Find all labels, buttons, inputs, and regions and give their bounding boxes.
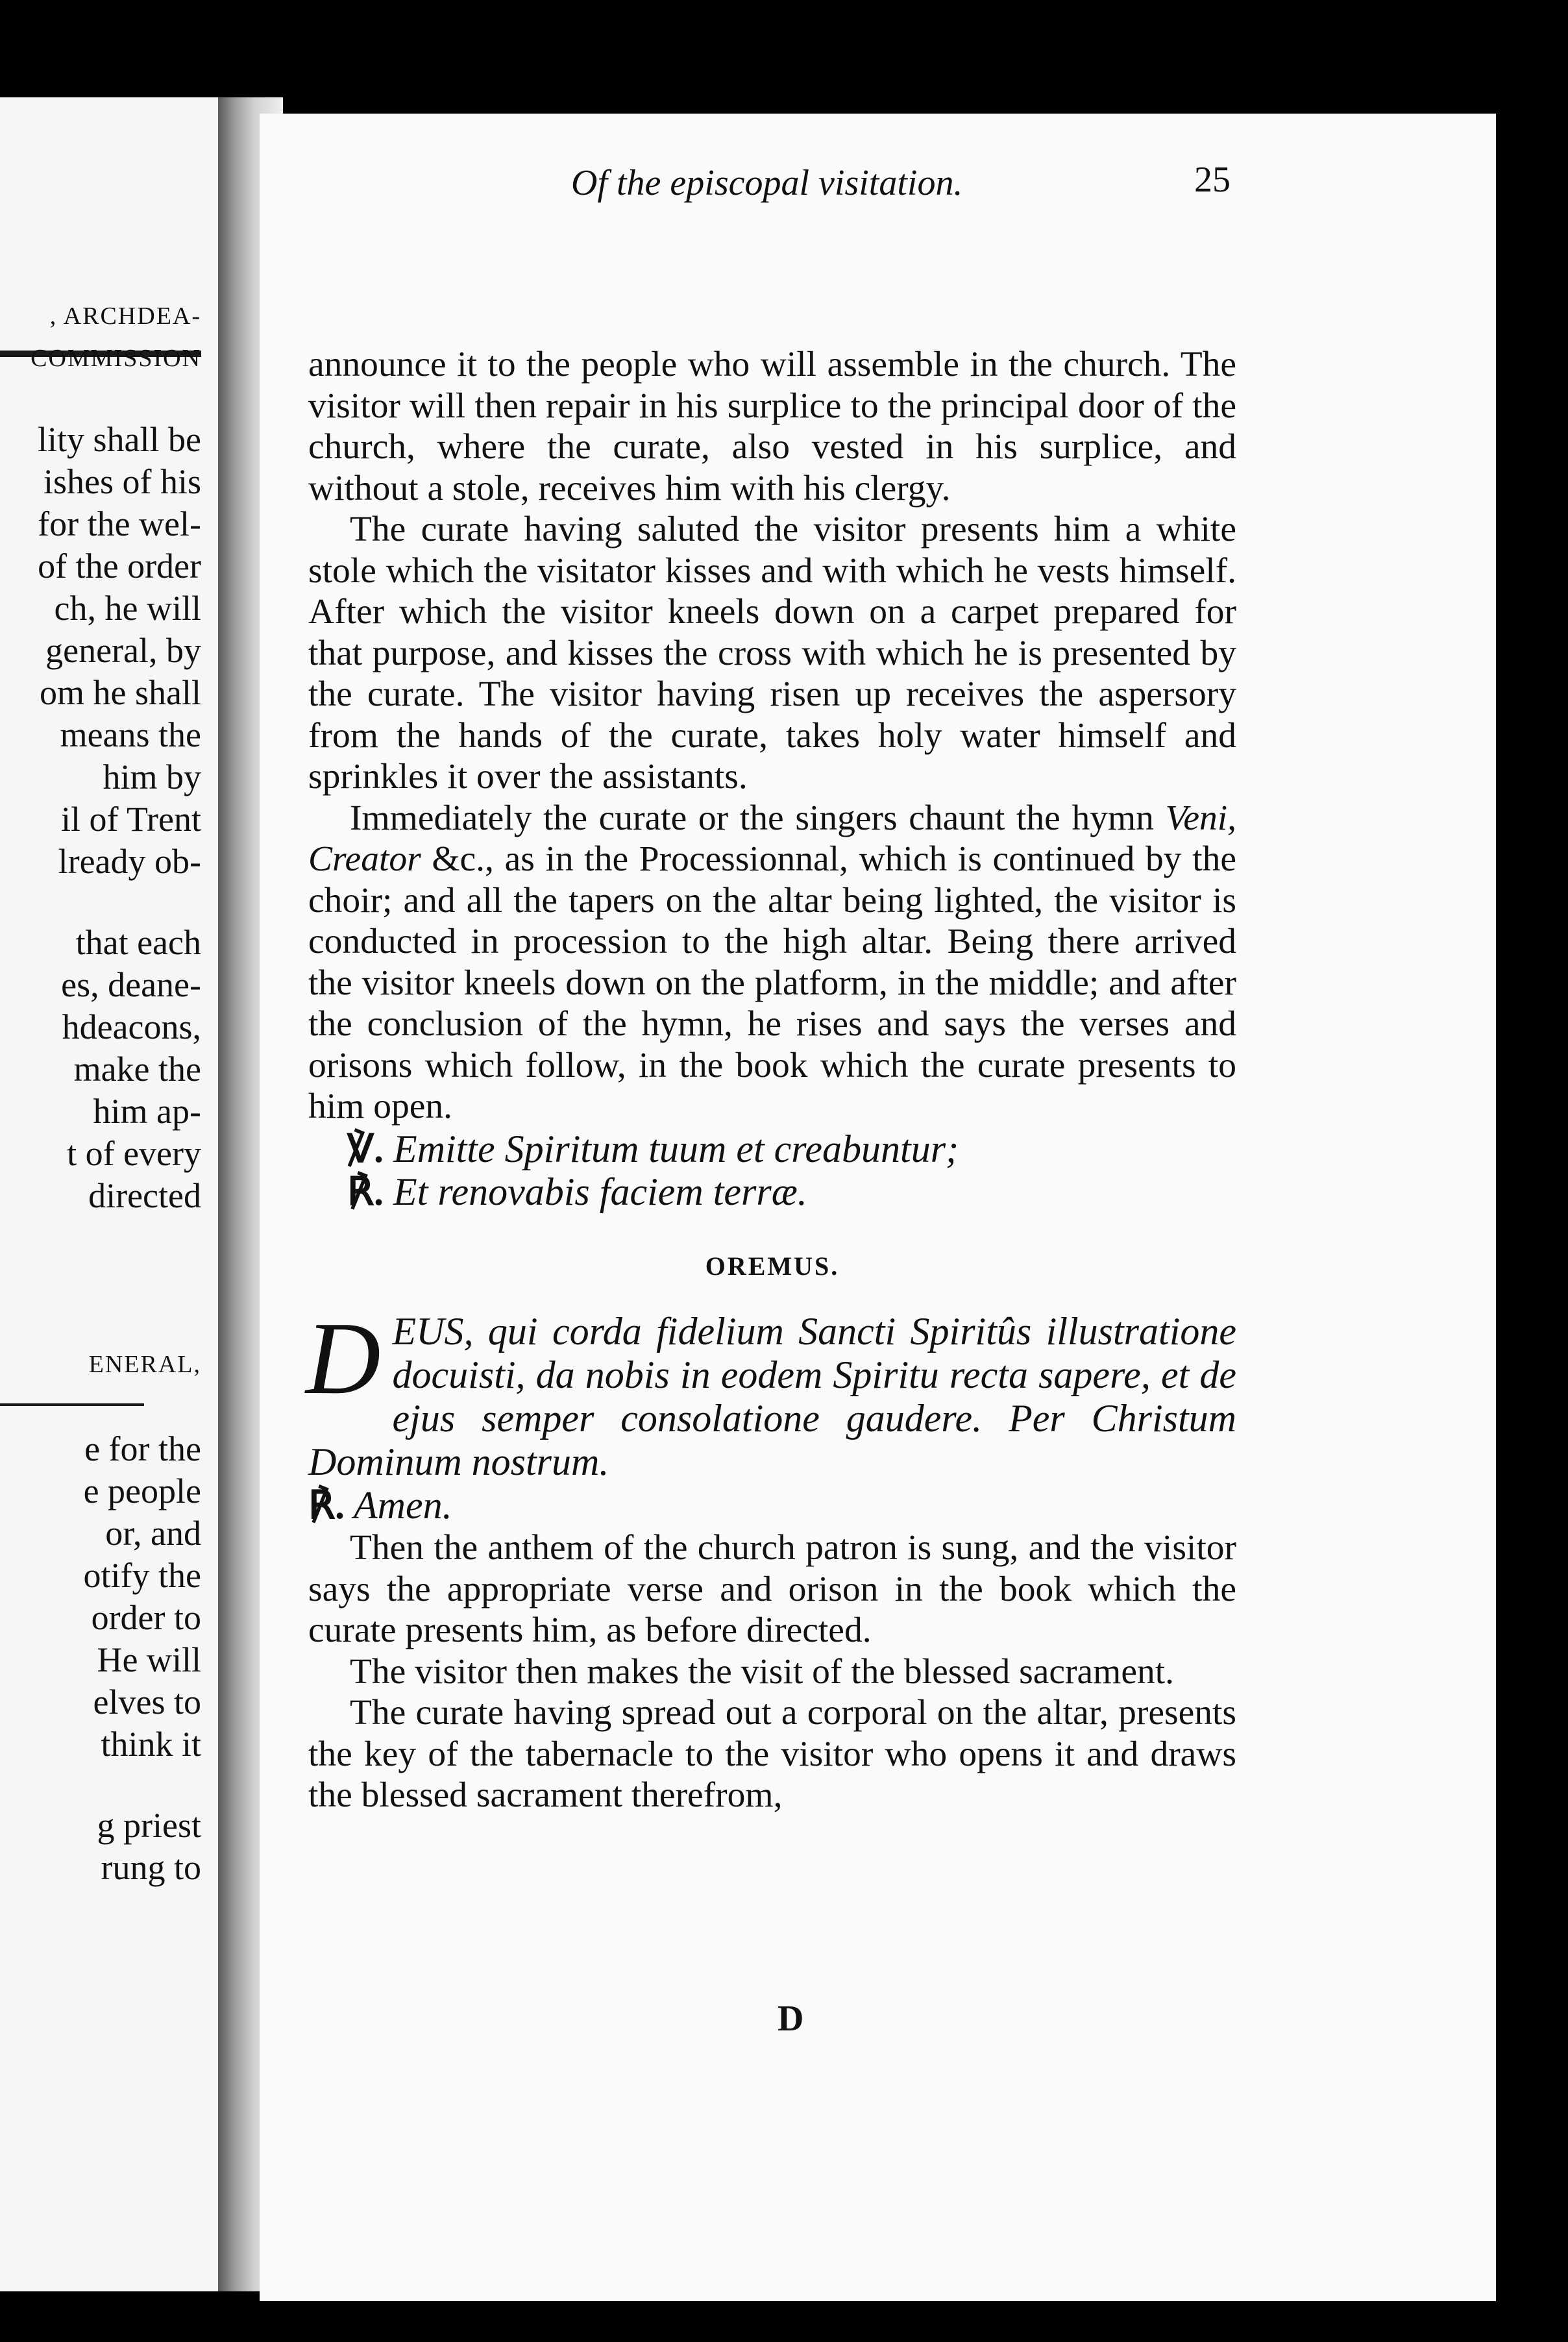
prayer xyxy=(306,1300,1236,1484)
response-text: Et renovabis faciem terræ. xyxy=(393,1170,807,1213)
paragraph: announce it to the people who will assemble in the church. The visitor will then repair in his surplice to the principal door of the church, where the curate, also vested in his surplice, and without a stole, receives him with his clergy. xyxy=(308,345,1236,508)
left-page-line: order to xyxy=(91,1598,201,1637)
paragraph: The visitor then makes the visit of the blessed sacrament. xyxy=(350,1651,1174,1692)
page-body xyxy=(308,344,1236,1816)
left-page-line: rung to xyxy=(101,1848,201,1887)
left-page-line: otify the xyxy=(83,1556,201,1595)
left-page-line: ch, he will xyxy=(54,589,201,628)
versicle-line xyxy=(308,1128,1236,1170)
amen-text: Amen. xyxy=(353,1484,452,1527)
paragraph: Immediately the curate or the singers chaunt the hymn Veni, Creator &c., as in the Processionnal, which is continued by the choir; and all the tapers on the altar being lighted, the visitor is conducted in procession to the high altar. Being there arrived the visitor kneels down on the platform, in the middle; and after the conclusion of the hymn, he rises and says the verses and orisons which follow, in the book which the curate presents to him open. xyxy=(308,798,1236,1126)
left-page-line: hdeacons, xyxy=(62,1007,201,1046)
response-symbol: ℟. xyxy=(308,1484,345,1527)
left-page-line: e for the xyxy=(84,1429,201,1468)
left-page-line: He will xyxy=(97,1640,201,1679)
running-head: Of the episcopal visitation. xyxy=(571,163,963,203)
left-page-line: e people xyxy=(83,1472,201,1510)
left-page-line: for the wel- xyxy=(38,504,201,543)
paragraph: Then the anthem of the church patron is sung, and the visitor says the appropriate verse and orison in the book which the curate presents him, as before directed. xyxy=(308,1528,1236,1650)
section-rule xyxy=(0,1403,144,1406)
left-page-line: ishes of his xyxy=(43,462,201,501)
page-number: 25 xyxy=(1194,160,1231,200)
left-page-line: lready ob- xyxy=(58,842,201,881)
response-symbol: ℟. xyxy=(347,1170,384,1213)
left-page-line: ENERAL, xyxy=(88,1351,201,1378)
left-page-line: lity shall be xyxy=(38,420,201,459)
prayer-text: EUS, qui corda fidelium Sancti Spiritûs illustratione docuisti, da nobis in eodem Spiritu recta sapere, et de ejus semper consolatione gaudere. Per Christum Dominum nostrum. xyxy=(308,1310,1236,1483)
drop-cap: D xyxy=(306,1300,381,1416)
left-page-line: es, deane- xyxy=(61,965,201,1004)
left-page-line: g priest xyxy=(97,1806,201,1845)
left-page-line: COMMISSION xyxy=(31,345,201,372)
left-page-line: , ARCHDEA- xyxy=(49,302,201,330)
response-line xyxy=(308,1170,1236,1213)
paragraph: The curate having spread out a corporal on the altar, presents the key of the tabernacle to the visitor who opens it and draws the blessed sacrament therefrom, xyxy=(308,1693,1236,1815)
left-page-line: om he shall xyxy=(40,673,201,712)
left-page-line: means the xyxy=(60,715,201,754)
left-page-line: think it xyxy=(101,1725,201,1764)
left-page-line: of the order xyxy=(38,547,201,586)
left-page-line: that each xyxy=(75,923,201,962)
left-page-line: il of Trent xyxy=(60,800,201,839)
left-page-line: him ap- xyxy=(93,1092,201,1131)
left-page-line: him by xyxy=(103,758,201,796)
left-page-line: elves to xyxy=(93,1683,201,1721)
left-page-line: or, and xyxy=(105,1514,201,1553)
section-heading: OREMUS. xyxy=(705,1251,840,1281)
amen-line xyxy=(308,1484,1236,1527)
signature-mark: D xyxy=(778,1999,804,2039)
left-page-line: directed xyxy=(88,1176,201,1215)
left-page-line: t of every xyxy=(67,1134,201,1173)
versicle-symbol: ℣. xyxy=(347,1127,384,1170)
paragraph: The curate having saluted the visitor presents him a white stole which the visitator kisses and with which he vests himself. After which the visitor kneels down on a carpet prepared for that purpose, and kisses the cross with which he is presented by the curate. The visitor having risen up receives the aspersory from the hands of the curate, takes holy water himself and sprinkles it over the assistants. xyxy=(308,510,1236,796)
left-page-line: general, by xyxy=(45,631,201,670)
versicle-text: Emitte Spiritum tuum et creabuntur; xyxy=(393,1127,959,1170)
italic-phrase: Veni, Creator xyxy=(308,798,1236,879)
left-page-line: make the xyxy=(73,1050,201,1089)
